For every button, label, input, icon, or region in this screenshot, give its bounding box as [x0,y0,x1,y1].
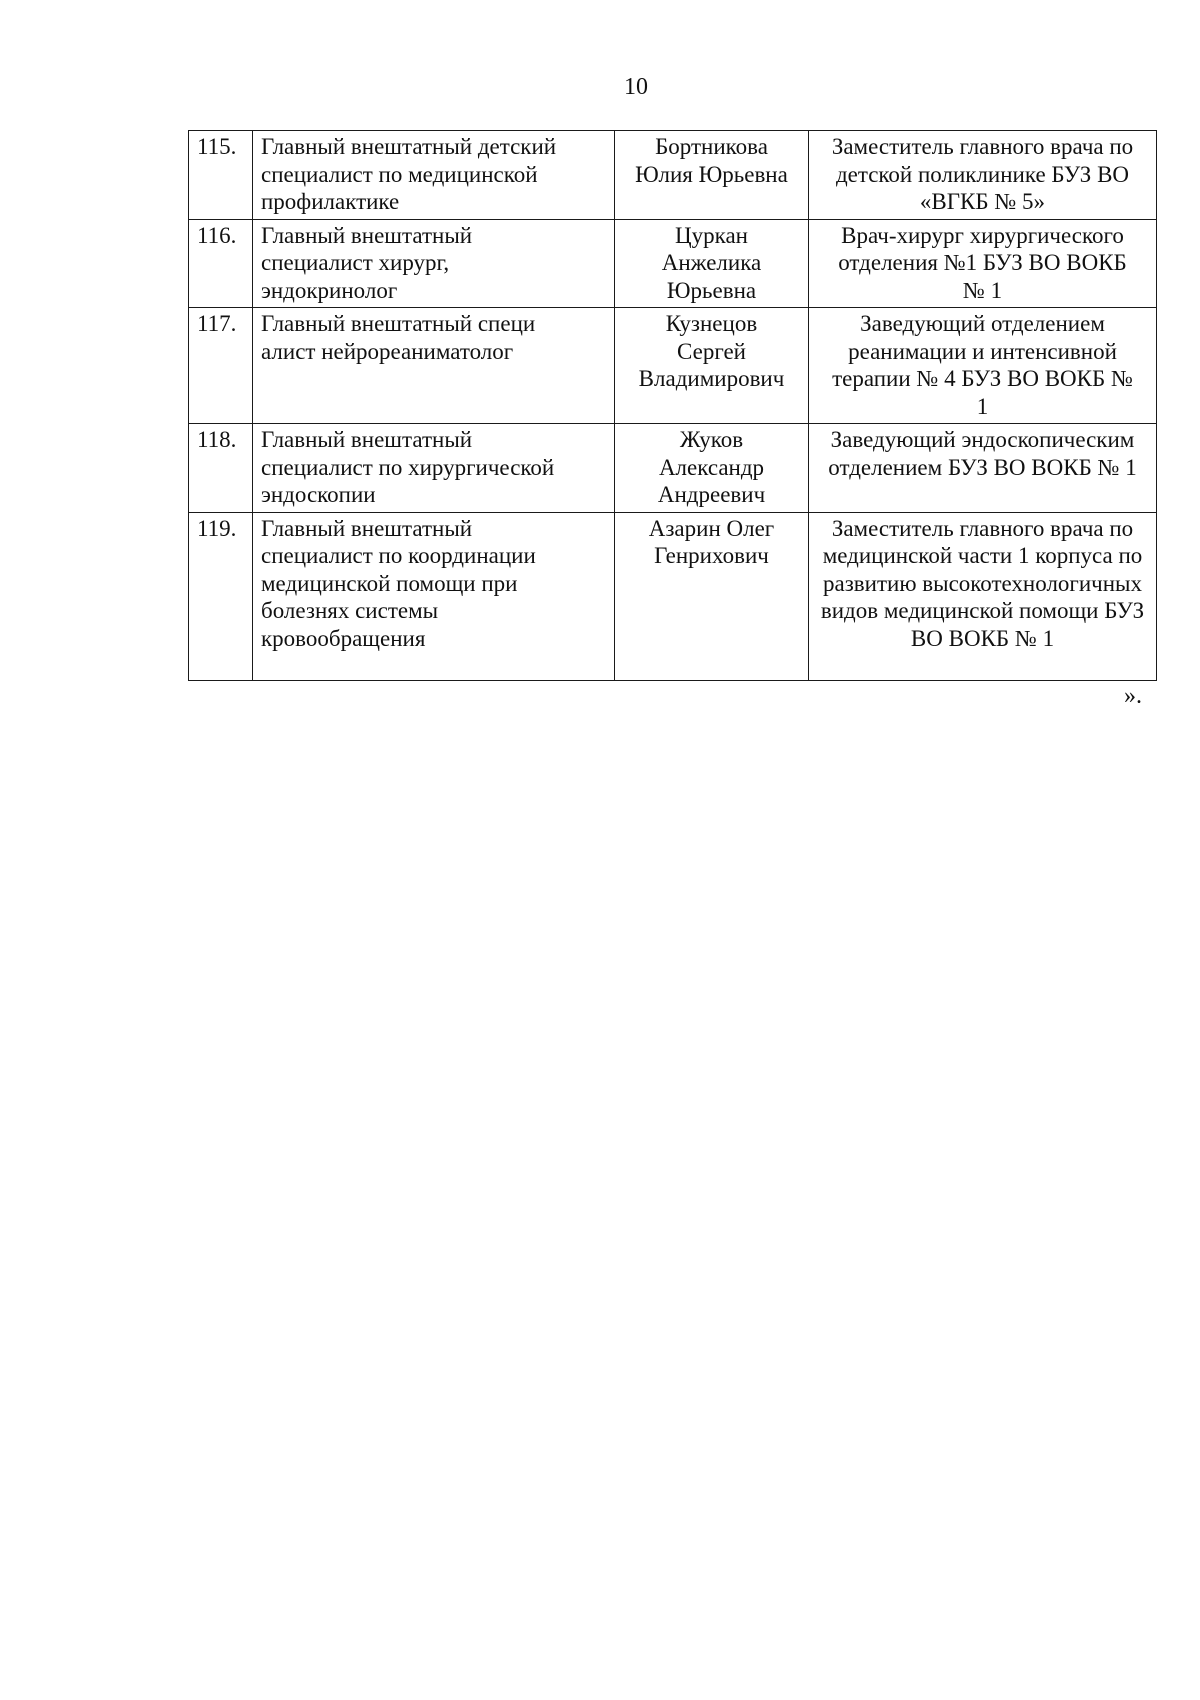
specialist-title: Главный внештатный специалист хирург, эндокринолог [253,219,615,308]
specialist-name: Цуркан Анжелика Юрьевна [615,219,809,308]
specialist-position: Врач-хирург хирургического отделения №1 БУЗ ВО ВОКБ № 1 [809,219,1157,308]
table-row [189,219,1157,308]
row-number: 115. [189,131,253,220]
specialist-position: Заместитель главного врача по медицинской части 1 корпуса по развитию высокотехнологичных видов медицинской помощи БУЗ ВО ВОКБ № 1 [809,512,1157,680]
specialist-title: Главный внештатный детский специалист по медицинской профилактике [253,131,615,220]
row-number: 117. [189,308,253,424]
page-number: 10 [624,74,648,100]
specialist-title: Главный внештатный специалист по координации медицинской помощи при болезнях системы кровообращения [253,512,615,680]
specialist-title: Главный внештатный специалист по хирургической эндоскопии [253,424,615,513]
row-number: 118. [189,424,253,513]
specialist-name: Бортникова Юлия Юрьевна [615,131,809,220]
specialist-position: Заведующий эндоскопическим отделением БУЗ ВО ВОКБ № 1 [809,424,1157,513]
specialist-name: Кузнецов Сергей Владимирович [615,308,809,424]
specialists-table [188,130,1157,681]
row-number: 119. [189,512,253,680]
specialist-position: Заместитель главного врача по детской поликлинике БУЗ ВО «ВГКБ № 5» [809,131,1157,220]
specialist-title: Главный внештатный специ алист нейрореаниматолог [253,308,615,424]
row-number: 116. [189,219,253,308]
specialist-name: Азарин Олег Генрихович [615,512,809,680]
specialist-name: Жуков Александр Андреевич [615,424,809,513]
specialist-position: Заведующий отделением реанимации и интенсивной терапии № 4 БУЗ ВО ВОКБ № 1 [809,308,1157,424]
table-row [189,512,1157,680]
table-row [189,308,1157,424]
table-row [189,424,1157,513]
closing-quote-mark: ». [1124,683,1142,709]
table-row [189,131,1157,220]
